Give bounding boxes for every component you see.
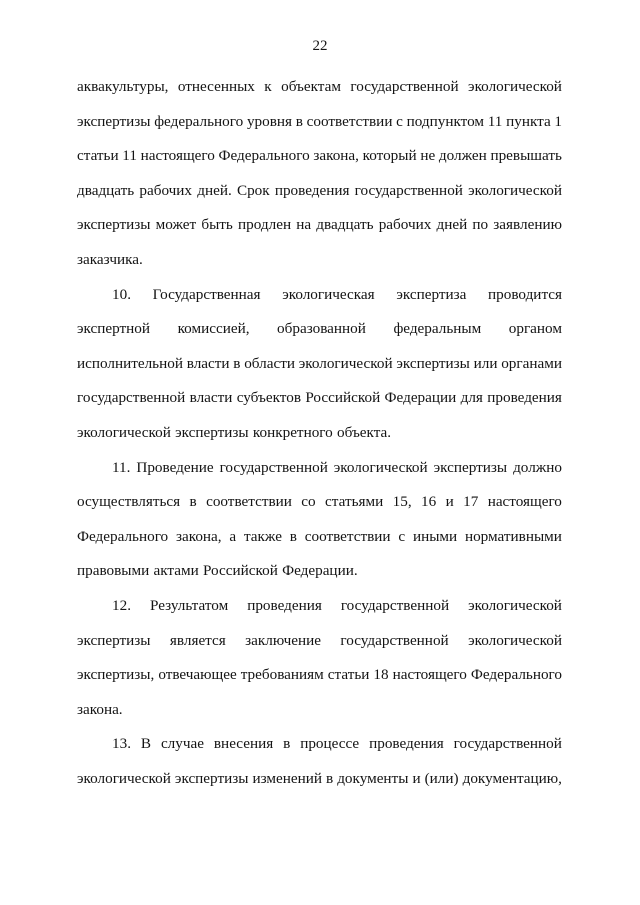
text-line: экспертизы может быть продлен на двадцать рабочих дней по заявлению	[77, 216, 562, 234]
text-line: экологической экспертизы конкретного объекта.	[77, 424, 392, 441]
text-line: аквакультуры, отнесенных к объектам государственной экологической	[77, 78, 562, 95]
text-line: правовыми актами Российской Федерации.	[77, 562, 358, 580]
text-line: Федерального закона, а также в соответствии с иными нормативными	[77, 527, 562, 545]
text-line: экспертизы является заключение государственной экологической	[77, 631, 562, 649]
text-line: двадцать рабочих дней. Срок проведения государственной экологической	[77, 181, 562, 199]
text-line: государственной власти субъектов Российской Федерации для проведения	[77, 389, 562, 407]
text-line: закона.	[77, 700, 123, 718]
text-line: экспертизы федерального уровня в соответствии с подпунктом 11 пункта 1	[77, 112, 562, 130]
text-line: экспертной комиссией, образованной федеральным органом	[77, 320, 562, 338]
text-line: экспертизы, отвечающее требованиям статьи 18 настоящего Федерального	[77, 666, 562, 684]
page-number: 22	[312, 38, 328, 54]
text-line: 12. Результатом проведения государственной экологической	[112, 597, 562, 614]
text-line: статьи 11 настоящего Федерального закона, который не должен превышать	[77, 147, 562, 165]
text-line: экологической экспертизы изменений в документы и (или) документацию,	[77, 770, 562, 787]
text-line: 13. В случае внесения в процессе проведения государственной	[112, 735, 562, 753]
text-line: 11. Проведение государственной экологической экспертизы должно	[112, 458, 562, 476]
text-line: заказчика.	[77, 251, 143, 268]
text-line: осуществляться в соответствии со статьями 15, 16 и 17 настоящего	[77, 493, 562, 511]
text-line: 10. Государственная экологическая экспертиза проводится	[112, 285, 562, 303]
text-line: исполнительной власти в области экологической экспертизы или органами	[77, 354, 562, 372]
